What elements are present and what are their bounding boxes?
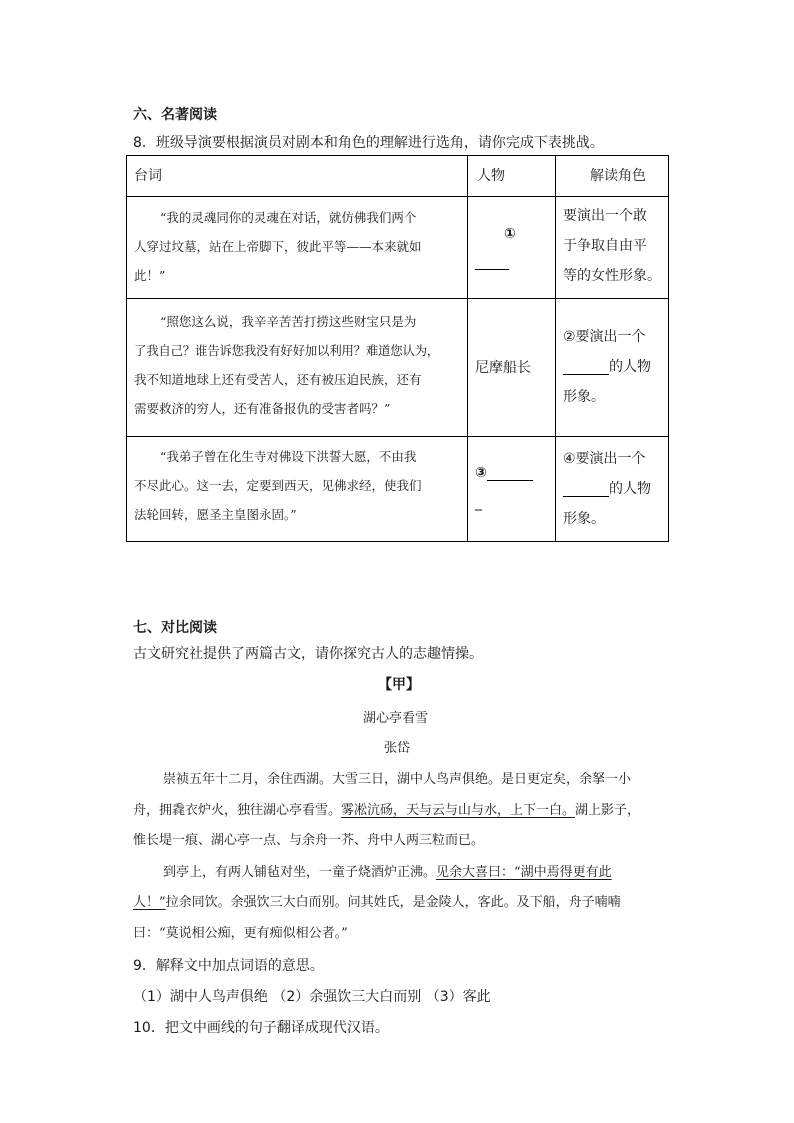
table-row-3-quote: “我弟子曾在化生寺对佛设下洪誓大愿，不由我 不尽此心。这一去，定要到西天，见佛求经，使我们 法轮回转，愿圣主皇图永固。”	[134, 449, 422, 522]
question-9: 9．解释文中加点词语的意思。	[133, 958, 324, 974]
passage-author: 张岱	[384, 741, 411, 756]
blank-marker-1: ①	[504, 226, 516, 242]
table-row-1-quote: “我的灵魂同你的灵魂在对话，就仿佛我们两个 人穿过坟墓，站在上帝脚下，彼此平等——本来就如 此！”	[134, 210, 422, 283]
table-row-3-person	[475, 458, 533, 488]
passage-p1-line3: 惟长堤一痕、湖心亭一点、与余舟一芥、舟中人两三粒而已。	[133, 833, 485, 848]
section-7-intro: 古文研究社提供了两篇古文，请你探究古人的志趣情操。	[133, 646, 483, 662]
table-row-2-role: ②要演出一个 的人物 形象。	[563, 329, 651, 405]
underlined-sentence-2b: 人！”	[133, 895, 166, 910]
blank-marker-3: ③	[475, 465, 487, 481]
answer-blank-3[interactable]	[487, 462, 533, 481]
passage-label-jia: 【甲】	[378, 677, 420, 693]
underlined-sentence-2a: 见余大喜曰：“湖中焉得更有此	[436, 865, 612, 880]
answer-blank-1[interactable]	[475, 269, 509, 270]
section-6-heading: 六、名著阅读	[133, 107, 217, 123]
casting-table	[126, 155, 669, 542]
table-row-2-person: 尼摩船长	[475, 360, 531, 376]
section-7-heading: 七、对比阅读	[133, 620, 217, 636]
question-10: 10．把文中画线的句子翻译成现代汉语。	[133, 1020, 389, 1036]
passage-p2-line2: 人！”拉余同饮。余强饮三大白而别。问其姓氏，是金陵人，客此。及下船，舟子喃喃	[133, 895, 621, 910]
answer-blank-2[interactable]	[563, 356, 609, 375]
header-role: 解读角色	[590, 168, 646, 184]
passage-p1-line2: 舟，拥毳衣炉火，独往湖心亭看雪。雾凇沆砀，天与云与山与水，上下一白。湖上影子，	[133, 803, 641, 818]
table-row-2-quote: “照您这么说，我辛辛苦苦打捞这些财宝只是为 了我自己？谁告诉您我没有好好加以利用？难道您认为， 我不知道地球上还有受苦人，还有被压迫民族，还有 需要救济的穷人，还有准备报仇的受害者吗？”	[134, 314, 440, 416]
question-9-items: （1）湖中人鸟声俱绝 （2）余强饮三大白而别 （3）客此	[133, 989, 491, 1005]
table-row-1-role: 要演出一个敢 于争取自由平 等的女性形象。	[563, 208, 661, 284]
passage-p2-line3: 曰：“莫说相公痴，更有痴似相公者。”	[133, 926, 348, 941]
question-8: 8．班级导演要根据演员对剧本和角色的理解进行选角，请你完成下表挑战。	[133, 135, 604, 151]
header-person: 人物	[477, 168, 505, 184]
header-lines: 台词	[134, 168, 162, 184]
passage-p1-line1: 崇祯五年十二月，余住西湖。大雪三日，湖中人鸟声俱绝。是日更定矣，余拏一小	[163, 772, 632, 787]
passage-p2-line1: 到亭上，有两人铺毡对坐，一童子烧酒炉正沸。见余大喜曰：“湖中焉得更有此	[163, 865, 612, 880]
underlined-sentence-1: 雾凇沆砀，天与云与山与水，上下一白。	[341, 803, 576, 818]
table-row-3-role: ④要演出一个 的人物 形象。	[563, 451, 651, 527]
passage-title: 湖心亭看雪	[363, 711, 429, 726]
answer-blank-4[interactable]	[563, 478, 609, 497]
table-row-3-tail: _	[475, 495, 482, 511]
